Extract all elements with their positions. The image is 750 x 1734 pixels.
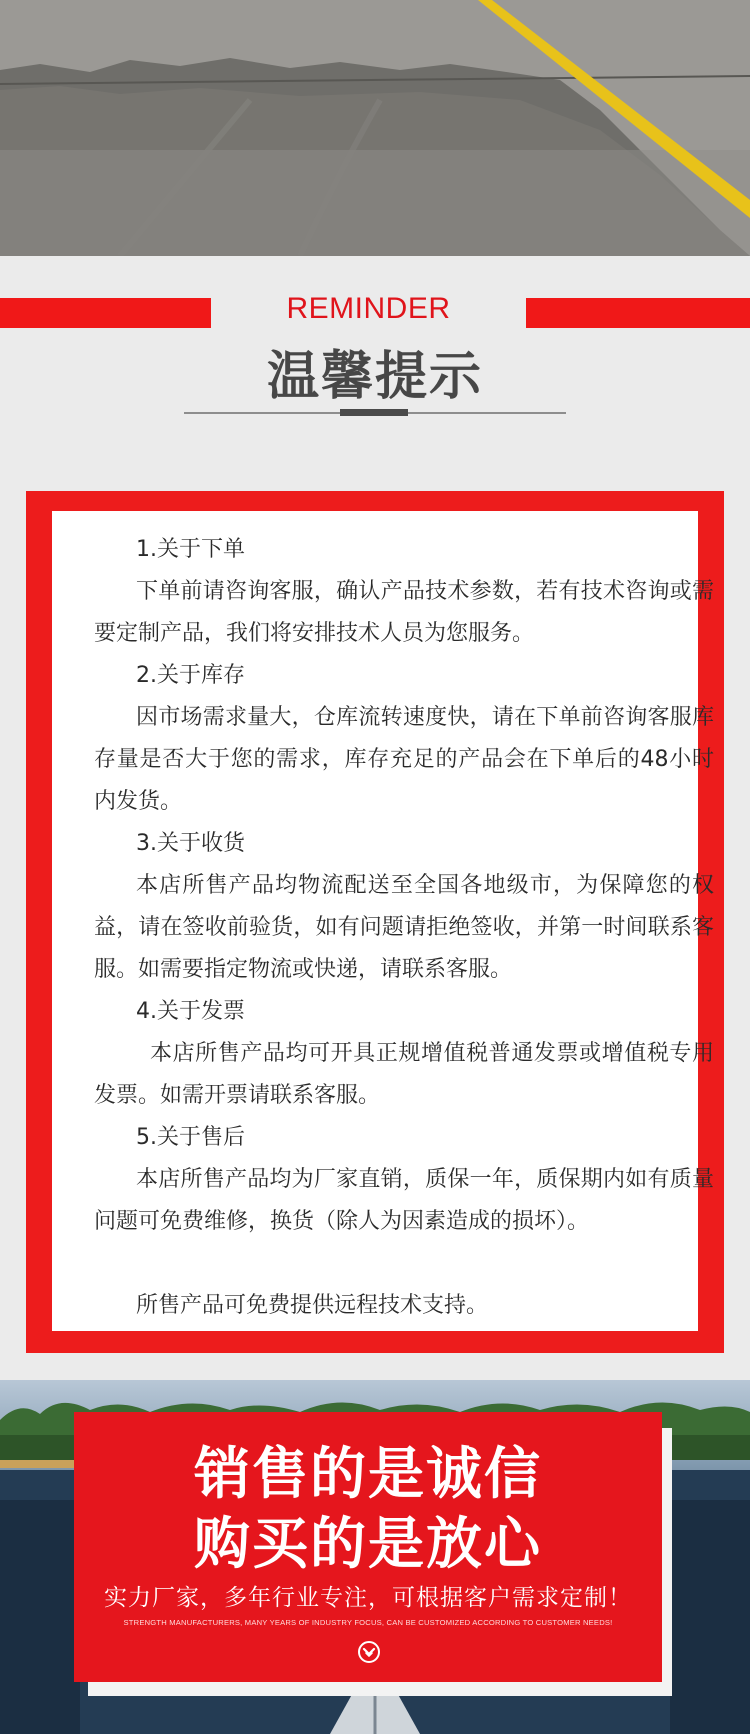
chevron-down-circle-icon bbox=[357, 1640, 381, 1664]
header-bar-right bbox=[526, 298, 750, 328]
notice-text-support: 所售产品可免费提供远程技术支持。 bbox=[136, 1293, 489, 1318]
title-divider-accent bbox=[340, 409, 408, 416]
reminder-label: REMINDER bbox=[286, 292, 451, 325]
notice-text-order: 下单前请咨询客服，确认产品技术参数，若有技术咨询或需要定制产品，我们将安排技术人员为您服务。 bbox=[94, 579, 714, 646]
page-title: 温馨提示 bbox=[266, 347, 483, 407]
notice-text-receipt: 本店所售产品均物流配送至全国各地级市，为保障您的权益，请在签收前验货，如有问题请拒绝签收，并第一时间联系客服。如需要指定物流或快递，请联系客服。 bbox=[94, 873, 714, 982]
notice-text-invoice: 本店所售产品均可开具正规增值税普通发票或增值税专用发票。如需开票请联系客服。 bbox=[94, 1041, 714, 1108]
slogan-line-2: 购买的是放心 bbox=[194, 1512, 542, 1577]
banner-subtitle-cn: 实力厂家，多年行业专注，可根据客户需求定制！ bbox=[104, 1585, 632, 1611]
header-bar-left bbox=[0, 298, 211, 328]
notice-heading-stock: 2.关于库存 bbox=[136, 663, 245, 688]
notice-box bbox=[26, 491, 724, 1353]
slogan-line-1: 销售的是诚信 bbox=[194, 1442, 542, 1507]
notice-text-aftersales: 本店所售产品均为厂家直销，质保一年，质保期内如有质量问题可免费维修，换货（除人为因素造成的损坏）。 bbox=[94, 1167, 714, 1234]
notice-text-stock: 因市场需求量大，仓库流转速度快，请在下单前咨询客服库存量是否大于您的需求，库存充足的产品会在下单后的48小时内发货。 bbox=[94, 705, 714, 814]
notice-content bbox=[52, 511, 714, 1331]
notice-heading-receipt: 3.关于收货 bbox=[136, 831, 245, 856]
notice-heading-order: 1.关于下单 bbox=[136, 537, 245, 562]
notice-heading-aftersales: 5.关于售后 bbox=[136, 1125, 245, 1150]
banner-subtitle-en: STRENGTH MANUFACTURERS, MANY YEARS OF INDUSTRY FOCUS, CAN BE CUSTOMIZED ACCORDING TO CUSTOMER NEEDS! bbox=[123, 1618, 613, 1627]
concrete-road-photo bbox=[0, 0, 750, 256]
notice-heading-invoice: 4.关于发票 bbox=[136, 999, 245, 1024]
